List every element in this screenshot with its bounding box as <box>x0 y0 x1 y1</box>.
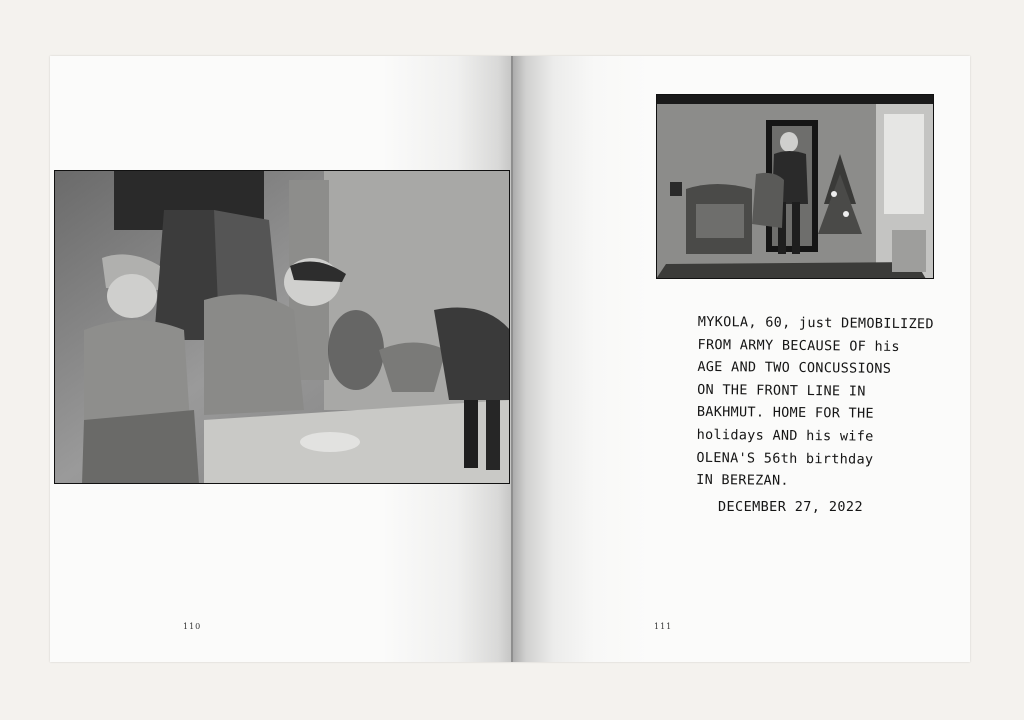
page-number-right: 111 <box>654 622 673 631</box>
caption-line: MYKOLA, 60, just DEMOBILIZED <box>697 313 934 333</box>
kitchen-photo <box>54 170 510 484</box>
caption-line: IN BEREZAN. <box>696 472 789 489</box>
caption-line: AGE AND TWO CONCUSSIONS <box>697 359 892 378</box>
caption-date: DECEMBER 27, 2022 <box>718 499 863 515</box>
kitchen-photo-image <box>54 170 510 484</box>
left-page <box>50 56 512 662</box>
caption-line: holidays AND his wife <box>696 426 874 445</box>
handwritten-caption <box>696 311 934 494</box>
book-gutter <box>511 56 513 662</box>
caption-line: ON THE FRONT LINE IN <box>697 381 866 400</box>
caption-line: BAKHMUT. HOME FOR THE <box>696 404 874 423</box>
living-room-photo <box>656 94 934 279</box>
page-number-left: 110 <box>183 622 202 631</box>
caption-line: FROM ARMY BECAUSE OF his <box>697 336 900 355</box>
living-room-photo-image <box>656 94 934 279</box>
caption-line: OLENA'S 56th birthday <box>696 449 874 468</box>
